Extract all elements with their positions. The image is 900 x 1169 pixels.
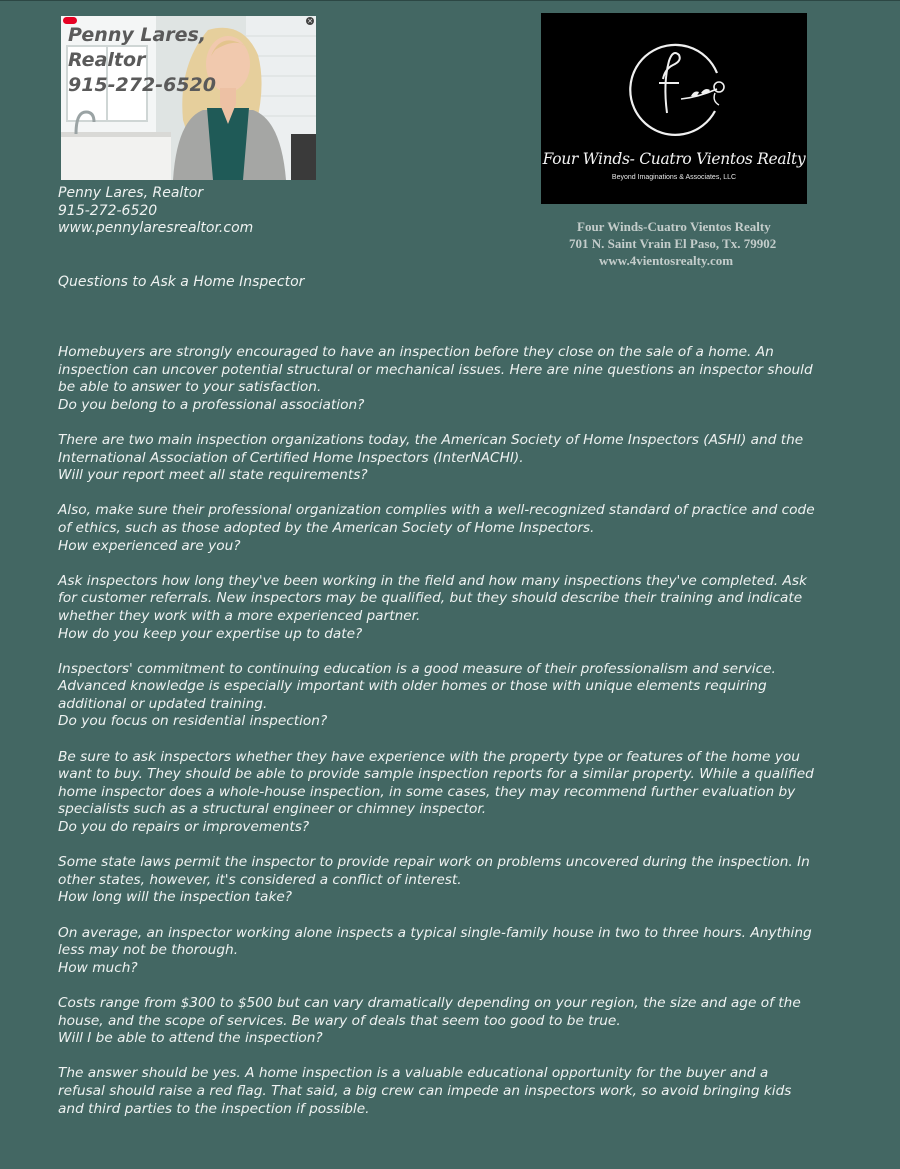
article-body [58, 344, 815, 1118]
brokerage-address: 701 N. Saint Vrain El Paso, Tx. 79902 [569, 236, 777, 251]
question: Will I be able to attend the inspection? [58, 1030, 323, 1047]
brokerage-info [548, 218, 818, 269]
logo-brand-name: Four Winds- Cuatro Vientos Realty [542, 150, 806, 168]
logo-subtitle: Beyond Imaginations & Associates, LLC [611, 174, 737, 181]
photo-overlay-text [68, 23, 216, 98]
qa-paragraph [58, 925, 815, 978]
brokerage-website: www.4vientosrealty.com [599, 253, 734, 268]
agent-website: www.pennylaresrealtor.com [58, 220, 254, 236]
qa-paragraph [58, 1065, 815, 1118]
overlay-line: Penny Lares, [68, 24, 207, 46]
answer: Ask inspectors how long they've been working in the field and how many inspections they've completed. Ask for customer referrals. New inspectors may be qualified, but they should describe their training and indicate whether they work with a more experienced partner. [58, 572, 807, 624]
answer: The answer should be yes. A home inspection is a valuable educational opportunity for the buyer and a refusal should raise a red flag. That said, a big crew can impede an inspectors work, so avoid bringing kids and third parties to the inspection if possible. [58, 1065, 792, 1117]
question: Will your report meet all state requirements? [58, 467, 368, 484]
agent-contact [58, 185, 253, 238]
qa-paragraph [58, 854, 815, 907]
intro-text: Homebuyers are strongly encouraged to have an inspection before they close on the sale of a home. An inspection can uncover potential structural or mechanical issues. Here are nine questions an inspector should be able to answer to your satisfaction. [58, 344, 813, 396]
question: How long will the inspection take? [58, 889, 293, 906]
qa-paragraph [58, 749, 815, 837]
answer: Inspectors' commitment to continuing education is a good measure of their professionalism and service. Advanced knowledge is especially important with older homes or those with unique elements requiring additional or updated training. [58, 660, 776, 712]
qa-paragraph [58, 432, 815, 485]
answer: On average, an inspector working alone inspects a typical single-family house in two to three hours. Anything less may not be thorough. [58, 924, 812, 959]
close-icon[interactable]: × [307, 17, 313, 25]
answer: There are two main inspection organizations today, the American Society of Home Inspectors (ASHI) and the International Association of Certified Home Inspectors (InterNACHI). [58, 431, 804, 466]
question: Do you do repairs or improvements? [58, 819, 310, 836]
answer: Also, make sure their professional organization complies with a well-recognized standard of practice and code of ethics, such as those adopted by the American Society of Home Inspectors. [58, 502, 815, 536]
answer: Be sure to ask inspectors whether they have experience with the property type or features of the home you want to buy. They should be able to provide sample inspection reports for a similar property. While a qualified home inspector does a whole-house inspection, in some cases, they may recommend further evaluation by specialists such as a structural engineer or chimney inspector. [58, 748, 814, 818]
answer: Costs range from $300 to $500 but can vary dramatically depending on your region, the size and age of the house, and the scope of services. Be wary of deals that seem too good to be true. [58, 994, 801, 1029]
overlay-line: Realtor [68, 49, 146, 71]
question: Do you focus on residential inspection? [58, 713, 328, 730]
intro-paragraph [58, 344, 815, 414]
qa-paragraph [58, 995, 815, 1048]
agent-phone: 915-272-6520 [58, 202, 158, 219]
question: How much? [58, 959, 138, 976]
brokerage-name: Four Winds-Cuatro Vientos Realty [577, 219, 771, 234]
brokerage-logo [541, 13, 807, 204]
document-title: Questions to Ask a Home Inspector [58, 274, 305, 290]
answer: Some state laws permit the inspector to provide repair work on problems uncovered during the inspection. In other states, however, it's considered a conflict of interest. [58, 854, 810, 888]
question: How experienced are you? [58, 537, 241, 554]
question: Do you belong to a professional association? [58, 396, 365, 413]
qa-paragraph [58, 573, 815, 643]
question: How do you keep your expertise up to date? [58, 625, 363, 642]
qa-paragraph [58, 661, 815, 731]
agent-name: Penny Lares, Realtor [58, 185, 204, 201]
qa-paragraph [58, 502, 815, 555]
agent-photo [61, 16, 316, 180]
overlay-line: 915-272-6520 [68, 74, 216, 96]
